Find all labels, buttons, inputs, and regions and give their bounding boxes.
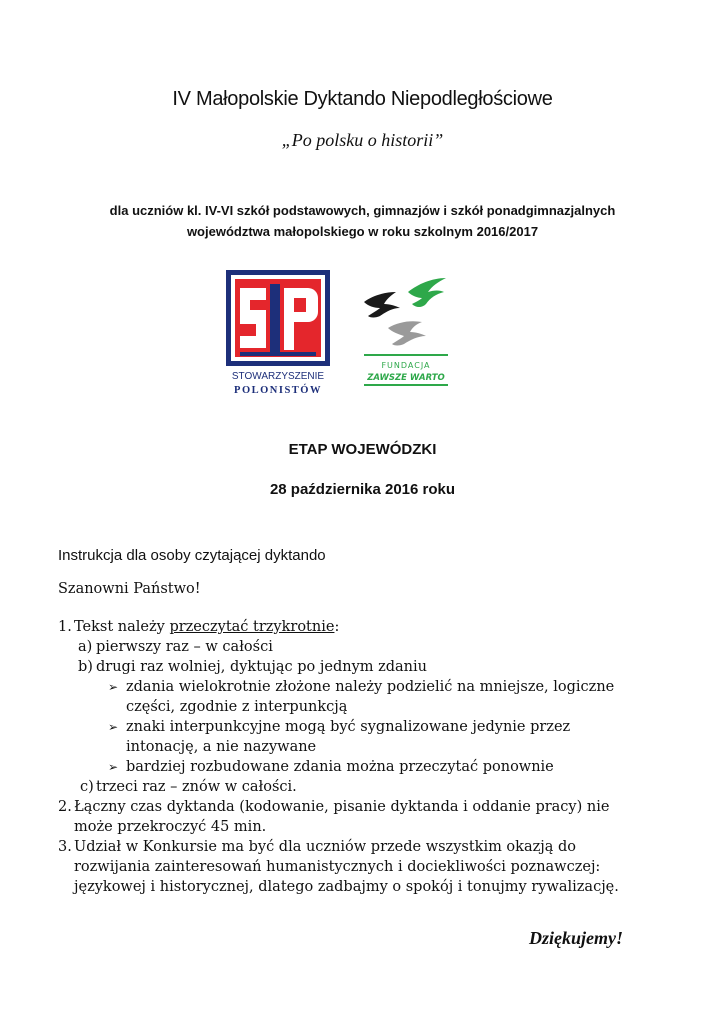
fz-logo-text-2: ZAWSZE WARTO bbox=[367, 373, 445, 383]
sub-item-letter: a) bbox=[78, 639, 93, 655]
instructions-heading: Instrukcja dla osoby czytającej dyktando bbox=[58, 547, 326, 564]
greeting: Szanowni Państwo! bbox=[58, 581, 201, 597]
sub-item-text: trzeci raz – znów w całości. bbox=[96, 779, 297, 795]
item-line: Udział w Konkursie ma być dla uczniów przede wszystkim okazją do bbox=[74, 839, 576, 855]
bullet-line: znaki interpunkcyjne mogą być sygnalizowane jedynie przez bbox=[126, 719, 571, 735]
item-line: Łączny czas dyktanda (kodowanie, pisanie dyktanda i oddanie pracy) nie bbox=[74, 799, 610, 815]
black-swallow-icon bbox=[364, 292, 400, 318]
item-line: może przekroczyć 45 min. bbox=[74, 819, 267, 835]
document-title: IV Małopolskie Dyktando Niepodległościowe bbox=[172, 88, 553, 110]
item-1-underlined-text: przeczytać trzykrotnie bbox=[169, 619, 335, 635]
bullet-line: zdania wielokrotnie złożone należy podzielić na mniejsze, logiczne bbox=[126, 679, 615, 695]
gray-swallow-icon bbox=[388, 321, 426, 345]
item-number: 2. bbox=[58, 799, 72, 815]
arrow-bullet-icon: ➢ bbox=[108, 760, 119, 774]
list-item-2 bbox=[58, 797, 678, 837]
document-subtitle: „Po polsku o historii” bbox=[281, 130, 444, 150]
sub-item-text: drugi raz wolniej, dyktując po jednym zdaniu bbox=[96, 659, 428, 675]
sp-logo-text-1: STOWARZYSZENIE bbox=[231, 371, 325, 382]
event-stage: ETAP WOJEWÓDZKI bbox=[288, 441, 437, 458]
item-number: 3. bbox=[58, 839, 72, 855]
fz-logo-text-1: FUNDACJA bbox=[381, 361, 431, 370]
instruction-list bbox=[58, 617, 678, 897]
list-item-1 bbox=[58, 617, 678, 797]
item-1-text-after: : bbox=[334, 619, 340, 635]
audience-description bbox=[0, 200, 725, 242]
arrow-bullet-icon: ➢ bbox=[108, 680, 119, 694]
sp-logo-text-2: POLONISTÓW bbox=[234, 385, 322, 396]
sub-item-c bbox=[58, 777, 678, 797]
item-1-text-before: Tekst należy bbox=[74, 619, 170, 635]
bullet-item-2 bbox=[58, 717, 678, 757]
sub-item-b bbox=[58, 657, 678, 677]
sub-item-a bbox=[58, 637, 678, 657]
item-number: 1. bbox=[58, 619, 72, 635]
bullet-item-3 bbox=[58, 757, 678, 777]
item-line: rozwijania zainteresowań humanistycznych i dociekliwości poznawczej: bbox=[74, 859, 601, 875]
bullet-line: intonację, a nie nazywane bbox=[126, 739, 317, 755]
bullet-line: bardziej rozbudowane zdania można przeczytać ponownie bbox=[126, 759, 554, 775]
stowarzyszenie-polonistow-logo bbox=[226, 270, 330, 398]
audience-line-2: województwa małopolskiego w roku szkolnym 2016/2017 bbox=[186, 224, 539, 239]
green-swallow-icon bbox=[408, 278, 446, 307]
sub-item-letter: b) bbox=[78, 659, 93, 675]
list-item-3 bbox=[58, 837, 678, 897]
arrow-bullet-icon: ➢ bbox=[108, 720, 119, 734]
closing-thanks: Dziękujemy! bbox=[529, 928, 623, 948]
fundacja-zawsze-warto-logo bbox=[360, 272, 452, 392]
sub-item-text: pierwszy raz – w całości bbox=[96, 639, 273, 655]
item-1-text bbox=[58, 617, 678, 637]
sub-item-letter: c) bbox=[80, 779, 94, 795]
bullet-line: części, zgodnie z interpunkcją bbox=[126, 699, 348, 715]
audience-line-1: dla uczniów kl. IV-VI szkół podstawowych, gimnazjów i szkół ponadgimnazjalnych bbox=[109, 203, 616, 218]
item-line: językowej i historycznej, dlatego zadbajmy o spokój i tonujmy rywalizację. bbox=[74, 879, 619, 895]
bullet-item-1 bbox=[58, 677, 678, 717]
event-date: 28 października 2016 roku bbox=[269, 481, 456, 498]
